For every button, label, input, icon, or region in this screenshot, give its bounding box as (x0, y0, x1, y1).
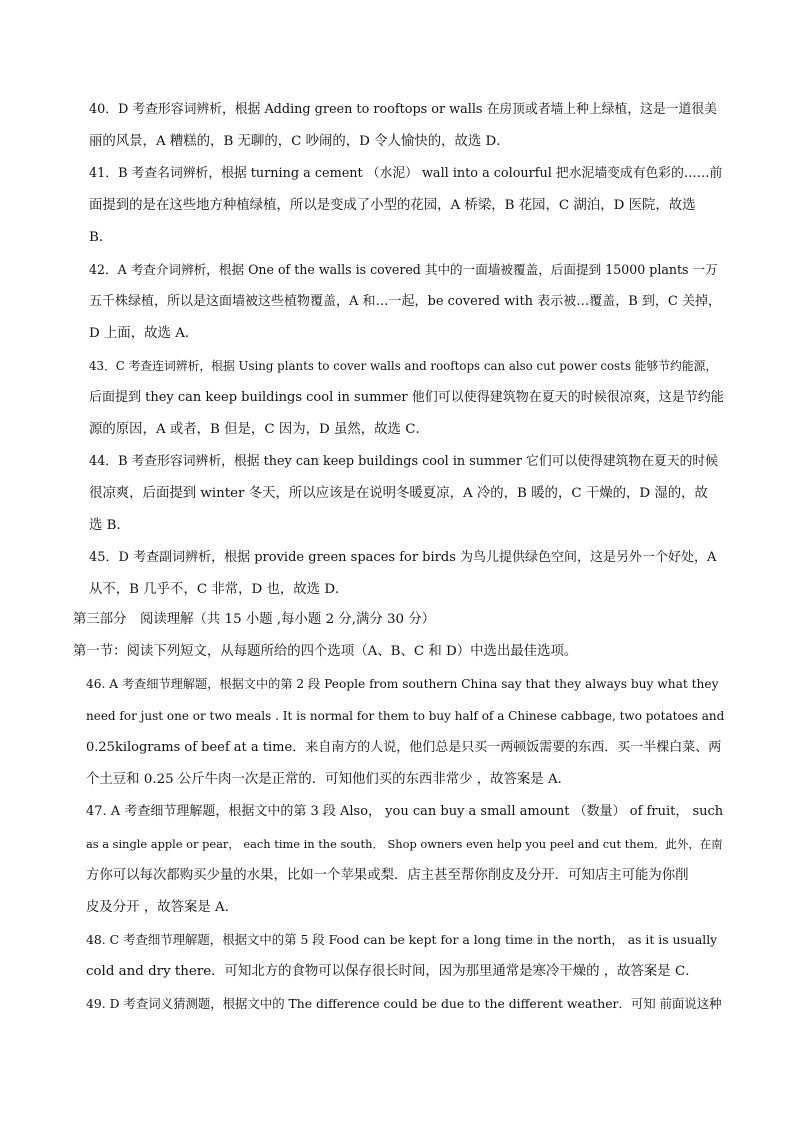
answer-44-line-3: 选 B． (89, 518, 130, 533)
answer-42-line-1: 42．A 考查介词辨析，根据 One of the walls is covered 其中的一面墙被覆盖，后面提到 15000 plants 一万 (89, 262, 718, 277)
answer-43-line-3: 源的原因，A 或者，B 但是，C 因为，D 虽然，故选 C． (89, 422, 429, 437)
answer-47-line-1: 47. A 考查细节理解题，根据文中的第 3 段 Also， you can buy a small amount （数量） of fruit， such (86, 804, 724, 819)
answer-47-line-2: as a single apple or pear， each time in the south． Shop owners even help you peel and cut them．此外，在南 (86, 837, 723, 851)
answer-46-line-2: need for just one or two meals . It is normal for them to buy half of a Chinese cabbage, two potatoes and (86, 709, 725, 723)
answer-48-line-1: 48. C 考查细节理解题，根据文中的第 5 段 Food can be kept for a long time in the north， as it is usually (86, 932, 718, 947)
answer-48-line-2: cold and dry there．可知北方的食物可以保存很长时间，因为那里通常是寒冷干燥的 ，故答案是 C． (86, 964, 699, 979)
answer-49-line-1: 49. D 考查词义猜测题，根据文中的 The difference could be due to the different weather．可知 前面说这种 (86, 996, 722, 1011)
answer-45-line-1: 45．D 考查副词辨析，根据 provide green spaces for birds 为鸟儿提供绿色空间，这是另外一个好处，A (89, 550, 717, 565)
answer-46-line-3: 0.25kilograms of beef at a time．来自南方的人说，他们总是只买一两顿饭需要的东西．买一半棵白菜、两 (86, 740, 722, 755)
answer-47-line-4: 皮及分开 ，故答案是 A． (86, 900, 239, 915)
answer-45-line-2: 从不，B 几乎不，C 非常，D 也，故选 D． (89, 582, 349, 597)
answer-41-line-1: 41．B 考查名词辨析，根据 turning a cement （水泥） wall into a colourful 把水泥墙变成有色彩的……前 (89, 166, 723, 181)
answer-44-line-1: 44．B 考查形容词辨析，根据 they can keep buildings cool in summer 它们可以使得建筑物在夏天的时候 (89, 454, 719, 469)
answer-43-line-2: 后面提到 they can keep buildings cool in summer 他们可以使得建筑物在夏天的时候很凉爽，这是节约能 (89, 390, 724, 405)
subsection-heading: 第一节：阅读下列短文，从每题所给的四个选项（A、B、C 和 D）中选出最佳选项。 (73, 644, 578, 659)
answer-46-line-4: 个土豆和 0.25 公斤牛肉一次是正常的．可知他们买的东西非常少 ，故答案是 A． (86, 772, 572, 787)
section-heading: 第三部分 阅读理解（共 15 小题 ,每小题 2 分,满分 30 分） (73, 612, 436, 627)
answer-46-line-1: 46. A 考查细节理解题，根据文中的第 2 段 People from southern China say that they always buy what they (86, 677, 719, 691)
answer-41-line-3: B． (89, 230, 113, 245)
answer-40-line-2: 丽的风景，A 糟糕的，B 无聊的，C 吵闹的，D 令人愉快的，故选 D． (89, 134, 510, 149)
answer-43-line-1: 43．C 考查连词辨析，根据 Using plants to cover walls and rooftops can also cut power costs 能够节约能源， (89, 359, 718, 373)
answer-41-line-2: 面提到的是在这些地方种植绿植，所以是变成了小型的花园，A 桥梁，B 花园，C 湖泊，D 医院，故选 (89, 198, 696, 213)
answer-42-line-3: D 上面，故选 A． (89, 326, 199, 341)
answer-40-line-1: 40．D 考查形容词辨析，根据 Adding green to rooftops or walls 在房顶或者墙上种上绿植，这是一道很美 (89, 102, 717, 117)
answer-42-line-2: 五千株绿植，所以是这面墙被这些植物覆盖，A 和…一起，be covered with 表示被…覆盖，B 到，C 关掉， (89, 294, 721, 309)
answer-44-line-2: 很凉爽，后面提到 winter 冬天，所以应该是在说明冬暖夏凉，A 冷的，B 暖的，C 干燥的，D 湿的，故 (89, 486, 708, 501)
answer-47-line-3: 方你可以每次都购买少量的水果，比如一个苹果或梨．店主甚至帮你削皮及分开．可知店主可能为你削 (86, 868, 689, 883)
